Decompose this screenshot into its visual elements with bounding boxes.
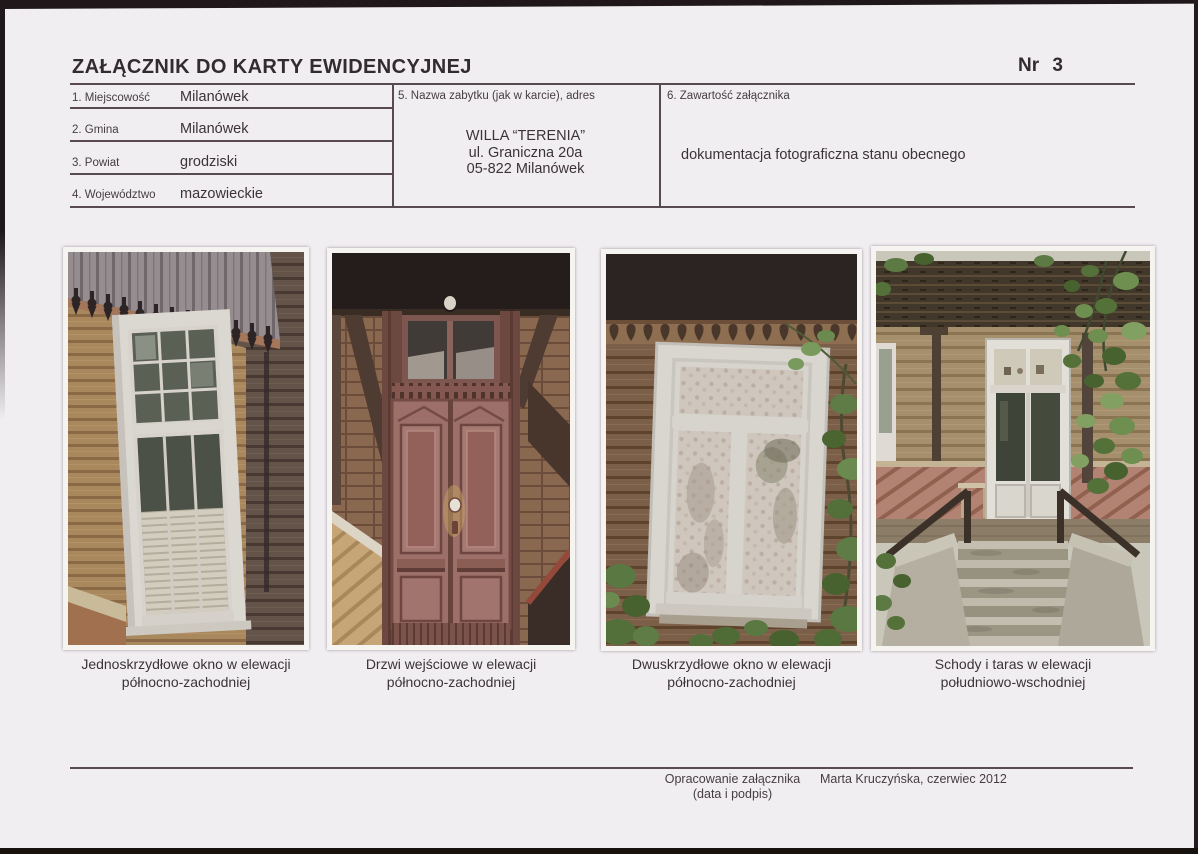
photo-caption-2 — [308, 656, 594, 691]
form-row-divider — [70, 173, 392, 175]
photo-entrance-door-image — [332, 253, 570, 645]
contents-value: dokumentacja fotograficzna stanu obecnego — [681, 147, 966, 163]
photo-double-window — [601, 249, 862, 651]
page-number: Nr 3 — [1018, 55, 1063, 76]
field-value-miejscowosc: Milanówek — [180, 89, 249, 105]
photo-caption-4-line2: południowo-wschodniej — [940, 673, 1086, 690]
photo-caption-4-line1: Schody i taras w elewacji — [934, 656, 1092, 672]
photo-caption-3-line1: Dwuskrzydłowe okno w elewacji — [631, 656, 832, 672]
footer-label-line2: (data i podpis) — [692, 787, 773, 801]
footer-label — [640, 772, 825, 802]
photo-caption-4 — [851, 656, 1175, 691]
monument-label: 5. Nazwa zabytku (jak w karcie), adres — [398, 90, 595, 102]
page-title: ZAŁĄCZNIK DO KARTY EWIDENCYJNEJ — [72, 56, 472, 78]
field-value-powiat: grodziski — [180, 154, 238, 170]
photo-caption-1-line2: północno-zachodniej — [121, 673, 251, 690]
footer-rule — [70, 767, 1133, 769]
photo-single-window-image — [68, 252, 304, 645]
photo-entrance-door — [327, 248, 575, 650]
photo-double-window-image — [606, 254, 857, 646]
photo-caption-2-line2: północno-zachodniej — [386, 673, 516, 690]
photo-stairs-terrace — [871, 246, 1155, 651]
photo-caption-3 — [581, 656, 882, 691]
scan-edge-right — [1194, 0, 1198, 854]
field-label-gmina: 2. Gmina — [72, 124, 119, 136]
footer-signature: Marta Kruczyńska, czerwiec 2012 — [820, 772, 1007, 786]
field-label-miejscowosc: 1. Miejscowość — [72, 92, 150, 104]
photo-single-window — [63, 247, 309, 650]
monument-address-line1: ul. Graniczna 20a — [468, 145, 583, 161]
contents-label: 6. Zawartość załącznika — [667, 90, 790, 102]
form-column-divider — [659, 84, 661, 207]
scan-edge-top — [0, 0, 1198, 9]
photo-caption-1 — [43, 656, 329, 691]
field-value-gmina: Milanówek — [180, 121, 249, 137]
field-label-wojewodztwo: 4. Województwo — [72, 189, 156, 201]
monument-address-line2: 05-822 Milanówek — [466, 161, 585, 177]
scan-edge-bottom — [0, 848, 1198, 854]
monument-name: WILLA “TERENIA” — [465, 128, 586, 144]
photo-caption-3-line2: północno-zachodniej — [667, 673, 796, 690]
field-value-wojewodztwo: mazowieckie — [180, 186, 263, 202]
form-row-divider — [70, 140, 392, 142]
photo-stairs-terrace-image — [876, 251, 1150, 646]
scan-edge-left — [0, 0, 5, 420]
footer-label-line1: Opracowanie załącznika — [664, 772, 801, 786]
photo-caption-1-line1: Jednoskrzydłowe okno w elewacji — [81, 656, 291, 672]
header-rule — [70, 83, 1135, 85]
field-label-powiat: 3. Powiat — [72, 157, 120, 169]
form-bottom-rule — [70, 206, 1135, 208]
form-row-divider — [70, 107, 392, 109]
photo-caption-2-line1: Drzwi wejściowe w elewacji — [365, 656, 537, 672]
